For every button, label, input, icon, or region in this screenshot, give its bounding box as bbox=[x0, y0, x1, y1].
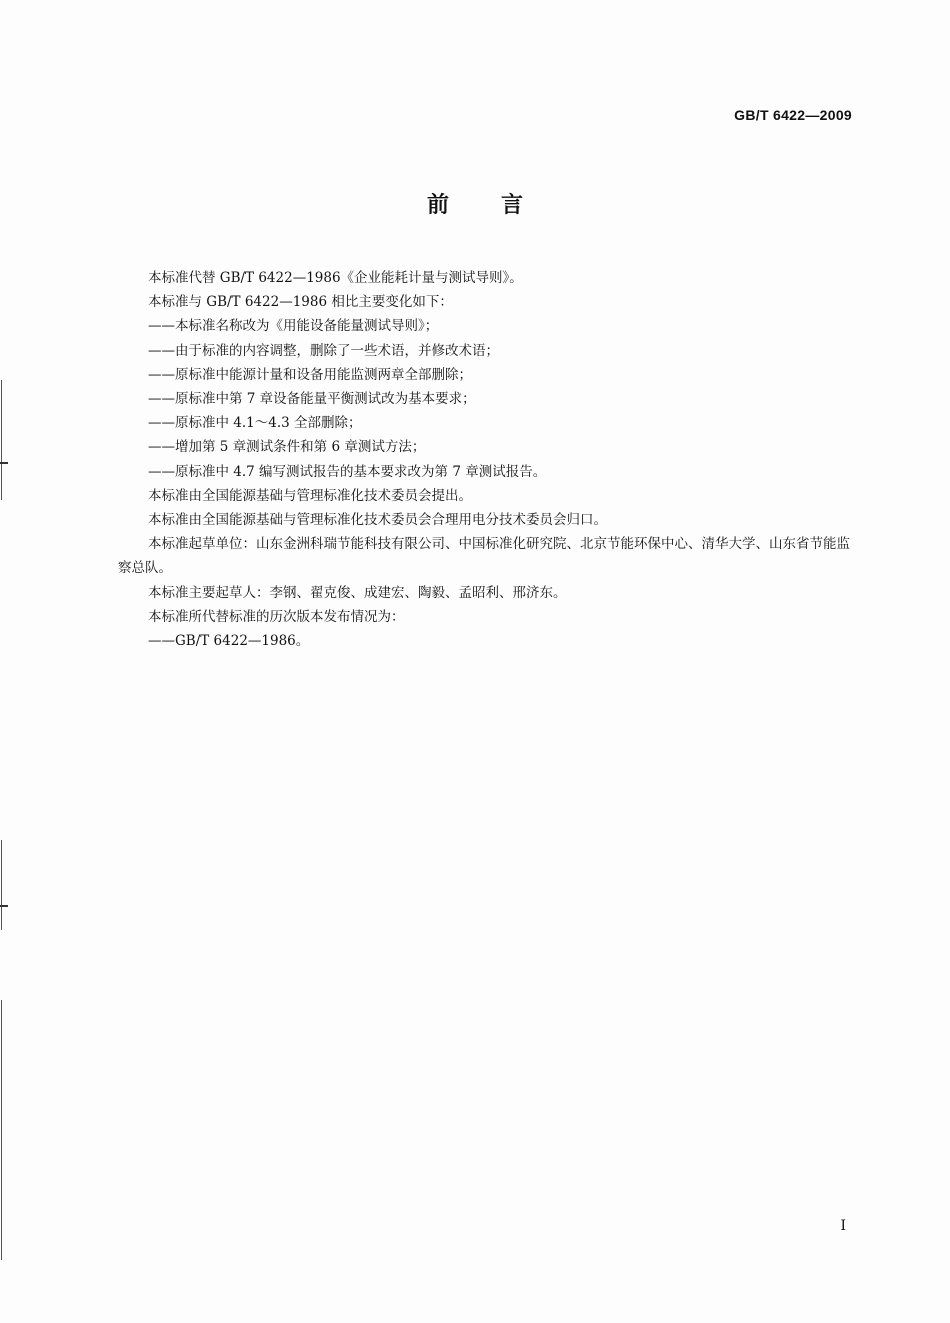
page-number: I bbox=[840, 1218, 846, 1234]
scan-edge-mark bbox=[0, 462, 8, 464]
scan-edge-artifact bbox=[1, 380, 2, 500]
standard-code: GB/T 6422—2009 bbox=[734, 107, 852, 123]
paragraph: 本标准由全国能源基础与管理标准化技术委员会提出。 bbox=[148, 487, 472, 504]
list-item: ——增加第 5 章测试条件和第 6 章测试方法； bbox=[148, 439, 426, 456]
list-item: ——原标准中 4.1～4.3 全部删除； bbox=[148, 415, 362, 432]
paragraph: 本标准代替 GB/T 6422—1986《企业能耗计量与测试导则》。 bbox=[148, 270, 523, 286]
scan-edge-artifact bbox=[1, 840, 2, 930]
paragraph: 本标准主要起草人：李钢、翟克俊、成建宏、陶毅、孟昭利、邢济东。 bbox=[148, 584, 567, 601]
page-title: 前言 bbox=[426, 193, 575, 218]
list-item: ——由于标准的内容调整，删除了一些术语，并修改术语； bbox=[148, 342, 499, 359]
paragraph: 本标准由全国能源基础与管理标准化技术委员会合理用电分技术委员会归口。 bbox=[148, 512, 607, 529]
list-item: ——原标准中能源计量和设备用能监测两章全部删除； bbox=[148, 366, 472, 383]
scan-edge-artifact bbox=[1, 1000, 2, 1260]
list-item: ——本标准名称改为《用能设备能量测试导则》； bbox=[148, 318, 439, 335]
scan-edge-mark bbox=[0, 905, 8, 907]
list-item: ——原标准中第 7 章设备能量平衡测试改为基本要求； bbox=[148, 391, 476, 408]
paragraph: 本标准与 GB/T 6422—1986 相比主要变化如下： bbox=[148, 294, 453, 311]
list-item: ——GB/T 6422—1986。 bbox=[148, 633, 310, 650]
list-item: ——原标准中 4.7 编写测试报告的基本要求改为第 7 章测试报告。 bbox=[148, 463, 547, 480]
paragraph: 本标准所代替标准的历次版本发布情况为： bbox=[148, 608, 405, 625]
foreword-body bbox=[118, 266, 858, 653]
paragraph: 本标准起草单位：山东金洲科瑞节能科技有限公司、中国标准化研究院、北京节能环保中心、清华大学、山东省节能监察总队。 bbox=[118, 536, 850, 577]
